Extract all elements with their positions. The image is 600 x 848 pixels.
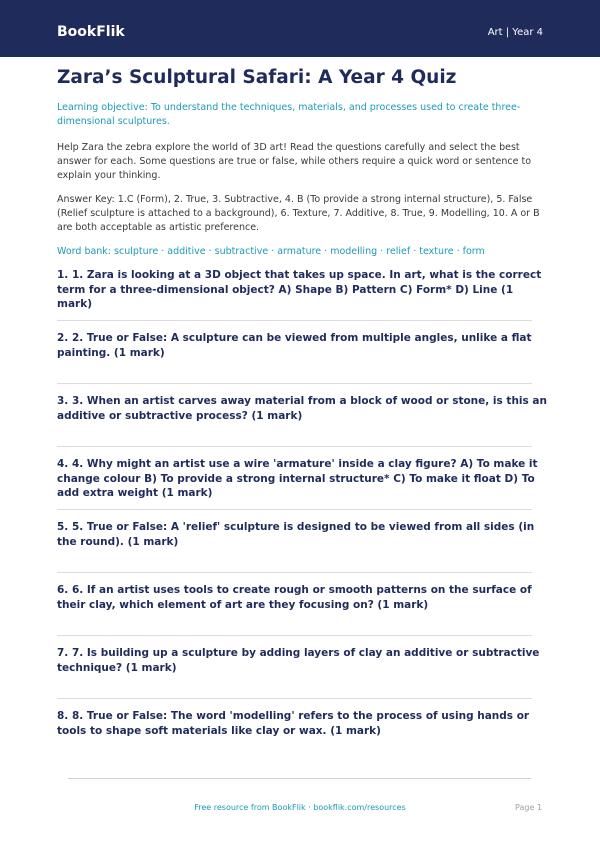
subject-label: Art | Year 4 xyxy=(487,27,543,38)
answer-line xyxy=(57,635,532,636)
question-text: 5. 5. True or False: A 'relief' sculpture is designed to be viewed from all sides (in the round). (1 mark) xyxy=(57,521,535,548)
question-item xyxy=(57,268,547,331)
question-text: 8. 8. True or False: The word 'modelling' refers to the process of using hands or tools to shape soft materials like clay or wax. (1 mark) xyxy=(57,710,530,737)
answer-line xyxy=(57,698,532,699)
page-header xyxy=(0,0,600,57)
question-text: 7. 7. Is building up a sculpture by adding layers of clay an additive or subtractive technique? (1 mark) xyxy=(57,647,540,674)
question-item xyxy=(57,331,547,394)
answer-line xyxy=(57,572,532,573)
document-intro xyxy=(57,65,547,259)
learning-objective: Learning objective: To understand the techniques, materials, and processes used to create three-dimensional sculptures. xyxy=(57,102,521,127)
page-number: Page 1 xyxy=(515,803,542,812)
answer-line xyxy=(57,320,532,321)
question-item xyxy=(57,583,547,646)
footer-resource-link[interactable]: Free resource from BookFlik · bookflik.com/resources xyxy=(194,803,406,812)
question-text: 6. 6. If an artist uses tools to create rough or smooth patterns on the surface of their clay, which element of art are they focusing on? (1 mark) xyxy=(57,584,532,611)
question-text: 1. 1. Zara is looking at a 3D object that takes up space. In art, what is the correct term for a three-dimensional object? A) Shape B) Pattern C) Form* D) Line (1 mark) xyxy=(57,269,542,310)
word-bank: Word bank: sculpture · additive · subtractive · armature · modelling · relief · texture · form xyxy=(57,246,485,257)
answer-line xyxy=(57,509,532,510)
footer-divider xyxy=(68,778,531,779)
answer-key: Answer Key: 1.C (Form), 2. True, 3. Subtractive, 4. B (To provide a strong internal structure), 5. False (Relief sculpture is attached to a background), 6. Texture, 7. Additive, 8. True, 9. Modelling, 10. A or B are both acceptable as artistic preference. xyxy=(57,194,540,233)
answer-line xyxy=(57,383,532,384)
answer-line xyxy=(57,446,532,447)
question-item xyxy=(57,520,547,583)
intro-text: Help Zara the zebra explore the world of 3D art! Read the questions carefully and select the best answer for each. Some questions are true or false, while others require a quick word or sentence to explain your thinking. xyxy=(57,142,532,181)
question-text: 4. 4. Why might an artist use a wire 'armature' inside a clay figure? A) To make it change colour B) To provide a strong internal structure* C) To make it float D) To add extra weight (1 mark) xyxy=(57,458,538,499)
question-text: 3. 3. When an artist carves away material from a block of wood or stone, is this an additive or subtractive process? (1 mark) xyxy=(57,395,547,422)
brand-logo[interactable]: BookFlik xyxy=(57,24,125,40)
question-item xyxy=(57,394,547,457)
page-title: Zara’s Sculptural Safari: A Year 4 Quiz xyxy=(57,67,457,88)
question-text: 2. 2. True or False: A sculpture can be viewed from multiple angles, unlike a flat painting. (1 mark) xyxy=(57,332,532,359)
question-item xyxy=(57,457,547,520)
question-list xyxy=(57,268,547,772)
question-item xyxy=(57,646,547,709)
question-item xyxy=(57,709,547,772)
